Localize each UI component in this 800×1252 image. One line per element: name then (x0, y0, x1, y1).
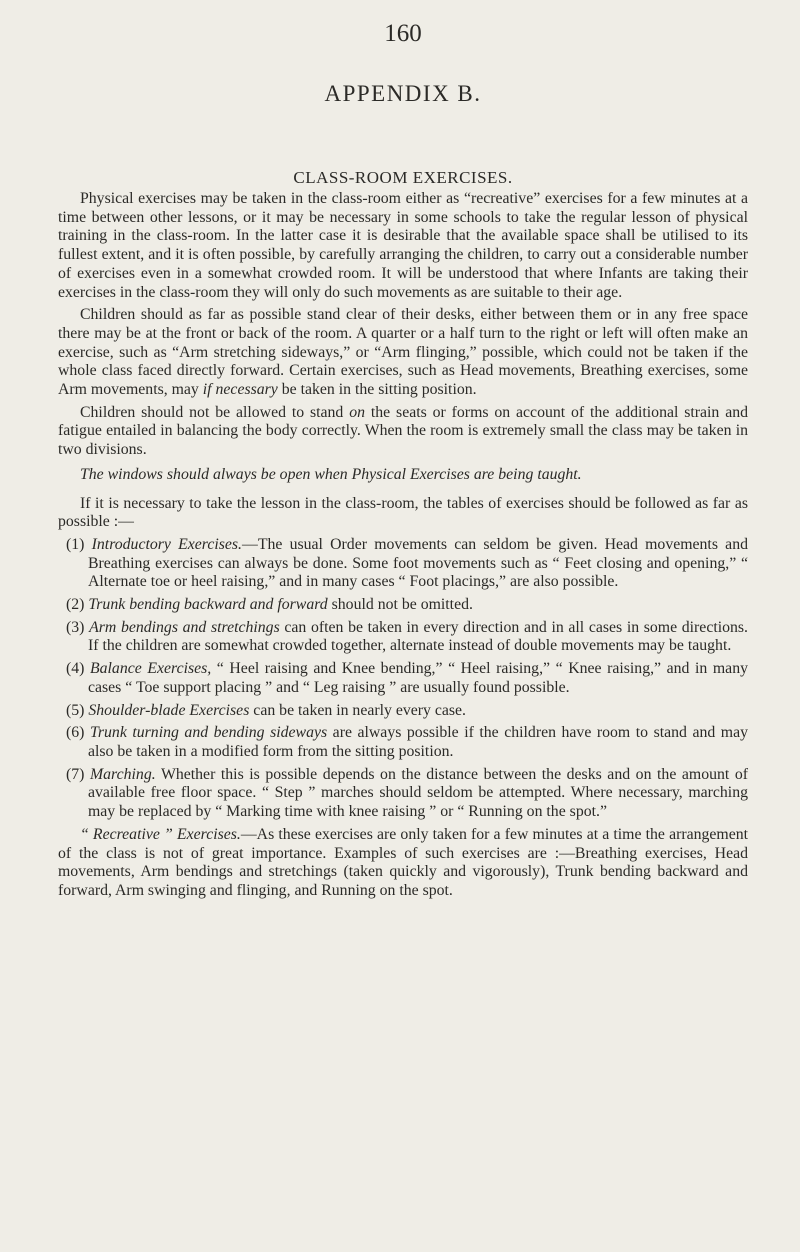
exercise-number: (7) (66, 765, 85, 783)
paragraph-desks-end: be taken in the sitting position. (281, 381, 477, 399)
exercise-text: are always possible if the children have room to stand and may also be taken in a modified form from the sitting position. (88, 724, 749, 760)
exercise-item (58, 766, 748, 822)
exercise-text: —The usual Order movements can seldom be given. Head movements and Breathing exercises can always be done. Some foot movements such as “ Feet closing and opening,” “ Alternate toe or heel raising,” and in many cases “ Foot placings,” are also possible. (88, 535, 748, 591)
exercise-title: Arm bendings and stretchings (89, 618, 280, 636)
page-number: 160 (384, 20, 422, 47)
exercise-text: Whether this is possible depends on the distance between the desks and on the amount of available free floor space. “ Step ” marches should seldom be attempted. Where necessary, marching may be replaced by “ Marking time with knee raising ” or “ Running on the spot.” (88, 765, 749, 821)
exercise-text: can be taken in nearly every case. (249, 701, 467, 719)
exercise-title: Balance Exercises, (90, 660, 212, 678)
exercise-number: (4) (66, 660, 85, 678)
paragraph-desks-italic: if necessary (202, 381, 278, 399)
exercise-item (58, 724, 748, 761)
recreative-label: “ Recreative ” (80, 825, 173, 843)
exercise-text: “ Heel raising and Knee bending,” “ Heel raising,” “ Knee raising,” and in many cases “ Toe support placing ” and “ Leg raising ” are usually found possible. (88, 660, 748, 696)
paragraph-recreative (58, 826, 748, 901)
exercise-item (58, 702, 748, 721)
paragraph-seats (58, 404, 748, 460)
exercise-number: (3) (66, 618, 85, 636)
paragraph-seats-end: the seats or forms on account of the additional strain and fatigue entailed in balancing the body correctly. When the room is extremely small the class may be taken in two divisions. (58, 403, 749, 459)
body-text (58, 190, 748, 901)
exercise-text: should not be omitted. (327, 596, 473, 614)
recreative-italic: Exercises. (176, 825, 241, 843)
paragraph-desks-text: Children should as far as possible stand clear of their desks, either between them or in any free space there may be at the front or back of the room. A quarter or a half turn to the right or left will often make an exercise, such as “Arm stretching sideways,” or “Arm flinging,” possible, which could not be taken if the whole class faced directly forward. Certain exercises, such as Head movements, Breathing exercises, some Arm movements, may (58, 306, 748, 399)
recreative-text: —As these exercises are only taken for a few minutes at a time the arrangement of the class is not of great importance. Examples of such exercises are :—Breathing exercises, Head movements, Arm bendings and stretchings (taken quickly and vigorously), Trunk bending backward and forward, Arm swinging and flinging, and Running on the spot. (58, 825, 749, 899)
paragraph-seats-text: Children should not be allowed to stand (80, 403, 344, 421)
windows-note: The windows should always be open when Physical Exercises are being taught. (80, 465, 582, 483)
section-title: CLASS-ROOM EXERCISES. (293, 168, 513, 187)
exercise-text: can often be taken in every direction and in all cases in some directions. If the children are somewhat crowded together, alternate instead of double movements may be taught. (88, 618, 749, 655)
exercise-title: Trunk turning and bending sideways (89, 724, 328, 742)
exercise-number: (1) (66, 535, 85, 553)
exercise-item (58, 596, 748, 615)
exercise-title: Trunk bending backward and forward (88, 596, 328, 614)
exercise-item (58, 536, 748, 592)
exercise-number: (6) (66, 724, 85, 742)
exercise-list (58, 536, 748, 822)
exercise-title: Introductory Exercises. (91, 535, 243, 553)
paragraph-desks (58, 306, 748, 400)
exercise-number: (2) (66, 596, 85, 614)
exercise-title: Shoulder-blade Exercises (88, 701, 250, 719)
appendix-title: APPENDIX B. (324, 81, 482, 106)
exercise-title: Marching. (90, 765, 156, 783)
exercise-number: (5) (66, 701, 85, 719)
paragraph-seats-italic: on (349, 403, 366, 421)
exercise-item (58, 619, 748, 656)
paragraph-tables: If it is necessary to take the lesson in the class-room, the tables of exercises should be followed as far as possible :— (58, 494, 748, 531)
exercise-item (58, 660, 748, 697)
paragraph-intro: Physical exercises may be taken in the class-room either as “recreative” exercises for a few minutes at a time between other lessons, or it may be necessary in some schools to take the regular lesson of physical training in the class-room. In the latter case it is desirable that the available space shall be utilised to its fullest extent, and it is often possible, by carefully arranging the children, to carry out a considerable number of exercises even in a somewhat crowded room. It will be understood that where Infants are taking their exercises in the class-room they will only do such movements as are suitable to their age. (58, 190, 748, 301)
